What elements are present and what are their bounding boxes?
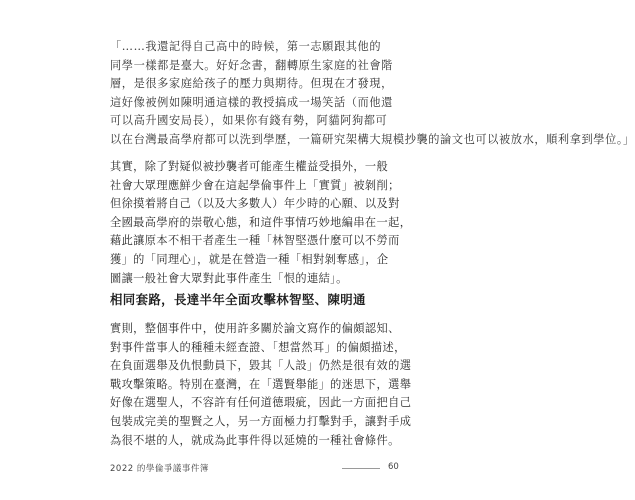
paragraph-line: 其實，除了對疑似被抄襲者可能產生權益受損外，一般 [110, 160, 389, 173]
paragraph-line: 全國最高學府的崇敬心態，和這件事情巧妙地編串在一起， [110, 215, 412, 229]
paragraph-line: 對事件當事人的種種未經查證、「想當然耳」的偏頗描述， [110, 340, 406, 354]
footer-divider [342, 468, 380, 469]
body-paragraph-1 [110, 158, 425, 288]
block-quote [110, 38, 635, 150]
paragraph-line: 獲」的「同理心」，就是在營造一種「相對剝奪感」，企 [110, 252, 389, 266]
paragraph-line: 好像在選聖人，不容許有任何道德瑕疵，因此一方面把自己 [110, 396, 412, 410]
paragraph-line: 在負面選舉及仇恨動員下，毀其「人設」仍然是很有效的選 [110, 359, 412, 373]
body-paragraph-2 [110, 320, 425, 450]
quote-line: 可以高升國安局長），如果你有錢有勢，阿貓阿狗都可 [110, 114, 388, 128]
quote-line: 同學一樣都是臺大。好好念書，翻轉原生家庭的社會階 [110, 58, 393, 72]
paragraph-line: 實則，整個事件中，使用許多關於論文寫作的偏頗認知、 [110, 322, 400, 335]
paragraph-line: 包裝成完美的聖賢之人，另一方面極力打擊對手，讓對手成 [110, 414, 412, 428]
paragraph-line: 但徐摸着將自己（以及大多數人）年少時的心願、以及對 [110, 197, 400, 211]
paragraph-line: 圖讓一般社會大眾對此事件產生「恨的連結」。 [110, 271, 348, 285]
paragraph-line: 社會大眾理應鮮少會在這起學倫事件上「實質」被剝削； [110, 178, 400, 192]
quote-line: 層，是很多家庭給孩子的壓力與期待。但現在才發現， [110, 77, 393, 91]
paragraph-line: 藉此讓原本不相干者產生一種「林智堅憑什麼可以不勞而 [110, 234, 400, 248]
section-heading: 相同套路，長達半年全面攻擊林智堅、陳明通 [110, 292, 366, 307]
page-number: 60 [388, 462, 399, 472]
quote-line: 「……我還記得自己高中的時候，第一志願跟其他的 [110, 40, 382, 53]
quote-line: 以在台灣最高學府都可以洗到學歷，一篇研究架構大規模抄襲的論文也可以被放水，順利拿到學位。」 [110, 132, 635, 146]
running-footer-title: 2022 的學倫爭議事件簿 [110, 464, 209, 474]
paragraph-line: 戰攻擊策略。特別在臺灣，在「選賢舉能」的迷思下，選舉 [110, 377, 412, 391]
paragraph-line: 為很不堪的人，就成為此事件得以延燒的一種社會條件。 [110, 433, 400, 447]
quote-line: 這好像被例如陳明通這樣的教授搞成一場笑話（而他還 [110, 95, 393, 109]
page-footer [110, 462, 410, 476]
